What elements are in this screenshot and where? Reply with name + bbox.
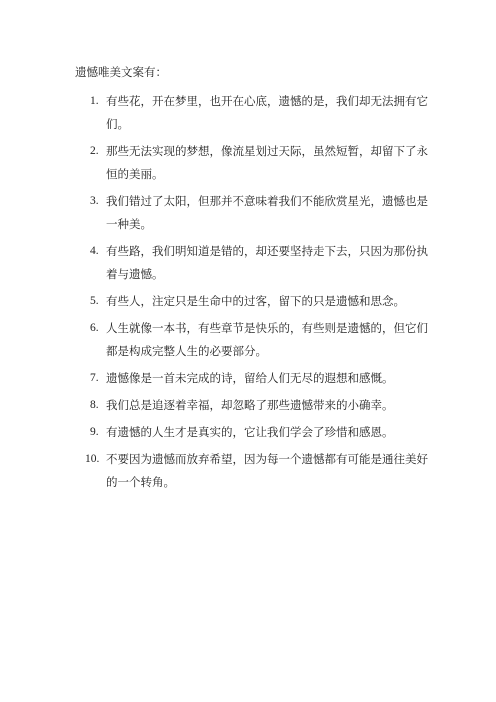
list-item	[0, 448, 496, 494]
list-item-text: 那些无法实现的梦想，像流星划过天际，虽然短暂，却留下了永恒的美丽。	[106, 144, 428, 181]
list-item-number: 1.	[90, 95, 99, 107]
list-item-number: 3.	[90, 195, 99, 207]
list-item	[0, 394, 496, 417]
list-item-text: 遗憾像是一首未完成的诗，留给人们无尽的遐想和感慨。	[106, 371, 394, 385]
list-item-text: 有些路，我们明知道是错的，却还要坚持走下去，只因为那份执着与遗憾。	[106, 244, 428, 281]
list-item-text: 不要因为遗憾而放弃希望，因为每一个遗憾都有可能是通往美好的一个转角。	[106, 452, 428, 489]
list-item	[0, 190, 496, 236]
document-heading: 遗憾唯美文案有：	[75, 65, 167, 79]
list-item-number: 2.	[90, 145, 99, 157]
list-item	[0, 90, 496, 136]
list-item-text: 人生就像一本书，有些章节是快乐的，有些则是遗憾的，但它们都是构成完整人生的必要部分。	[106, 321, 428, 358]
list-item-number: 7.	[90, 372, 99, 384]
list-item-number: 9.	[90, 426, 99, 438]
list-item	[0, 367, 496, 390]
list-item-text: 我们总是追逐着幸福，却忽略了那些遗憾带来的小确幸。	[106, 398, 394, 412]
list-item-number: 8.	[90, 399, 99, 411]
list-item	[0, 240, 496, 286]
list-item-text: 有些花，开在梦里，也开在心底，遗憾的是，我们却无法拥有它们。	[106, 94, 428, 131]
list-item-number: 4.	[90, 245, 99, 257]
list-item-number: 5.	[90, 295, 99, 307]
list-item-text: 有些人，注定只是生命中的过客，留下的只是遗憾和思念。	[106, 294, 405, 308]
list-item	[0, 421, 496, 444]
list-item-number: 6.	[90, 322, 99, 334]
list-item	[0, 317, 496, 363]
list-item-number: 10.	[85, 453, 100, 465]
list-item	[0, 140, 496, 186]
quote-list	[0, 90, 496, 498]
list-item-text: 有遗憾的人生才是真实的，它让我们学会了珍惜和感恩。	[106, 425, 394, 439]
list-item	[0, 290, 496, 313]
list-item-text: 我们错过了太阳，但那并不意味着我们不能欣赏星光，遗憾也是一种美。	[106, 194, 428, 231]
